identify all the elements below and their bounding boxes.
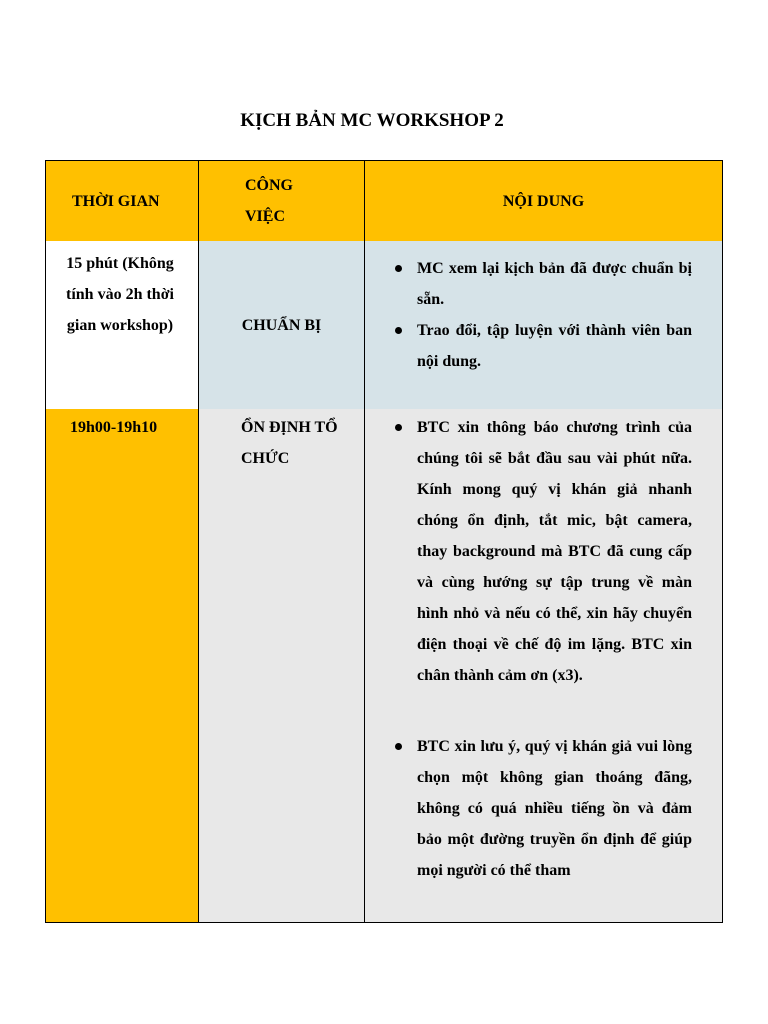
script-table (45, 160, 723, 923)
time-text: 15 phút (Không tính vào 2h thời gian workshop) (66, 255, 174, 334)
table-row (46, 409, 722, 922)
bullet-icon (395, 424, 402, 431)
list-item: MC xem lại kịch bản đã được chuẩn bị sẵn. (365, 253, 722, 315)
task-cell (199, 241, 365, 409)
task-cell (199, 409, 365, 922)
time-cell (46, 241, 199, 409)
bullet-icon (395, 743, 402, 750)
bullet-icon (395, 327, 402, 334)
table-header-row (46, 161, 722, 242)
header-task: CÔNG VIỆC (199, 161, 365, 241)
table-row (46, 241, 722, 410)
bullet-icon (395, 265, 402, 272)
content-cell (365, 409, 722, 922)
content-list (365, 253, 722, 377)
document-title: KỊCH BẢN MC WORKSHOP 2 (240, 110, 504, 131)
header-content: NỘI DUNG (502, 192, 585, 210)
list-item: BTC xin thông báo chương trình của chúng tôi sẽ bắt đầu sau vài phút nữa. Kính mong quý vị khán giả nhanh chóng ổn định, tắt mic, bật camera, thay background mà BTC đã cung cấp và cùng hướng sự tập trung về màn hình nhỏ và nếu có thể, xin hãy chuyển điện thoại về chế độ im lặng. BTC xin chân thành cảm ơn (x3). (365, 412, 722, 691)
time-text: 19h00-19h10 (70, 419, 158, 436)
task-text: ỔN ĐỊNH TỔ CHỨC (241, 419, 338, 467)
list-item: BTC xin lưu ý, quý vị khán giả vui lòng chọn một không gian thoáng đãng, không có quá nhiều tiếng ồn và đảm bảo một đường truyền ổn định để giúp mọi người có thể tham (365, 731, 722, 886)
content-cell (365, 241, 722, 409)
content-list (365, 412, 722, 886)
task-text: CHUẨN BỊ (241, 316, 322, 334)
header-time: THỜI GIAN (46, 161, 199, 241)
time-cell (46, 409, 199, 922)
list-item: Trao đổi, tập luyện với thành viên ban nội dung. (365, 315, 722, 377)
